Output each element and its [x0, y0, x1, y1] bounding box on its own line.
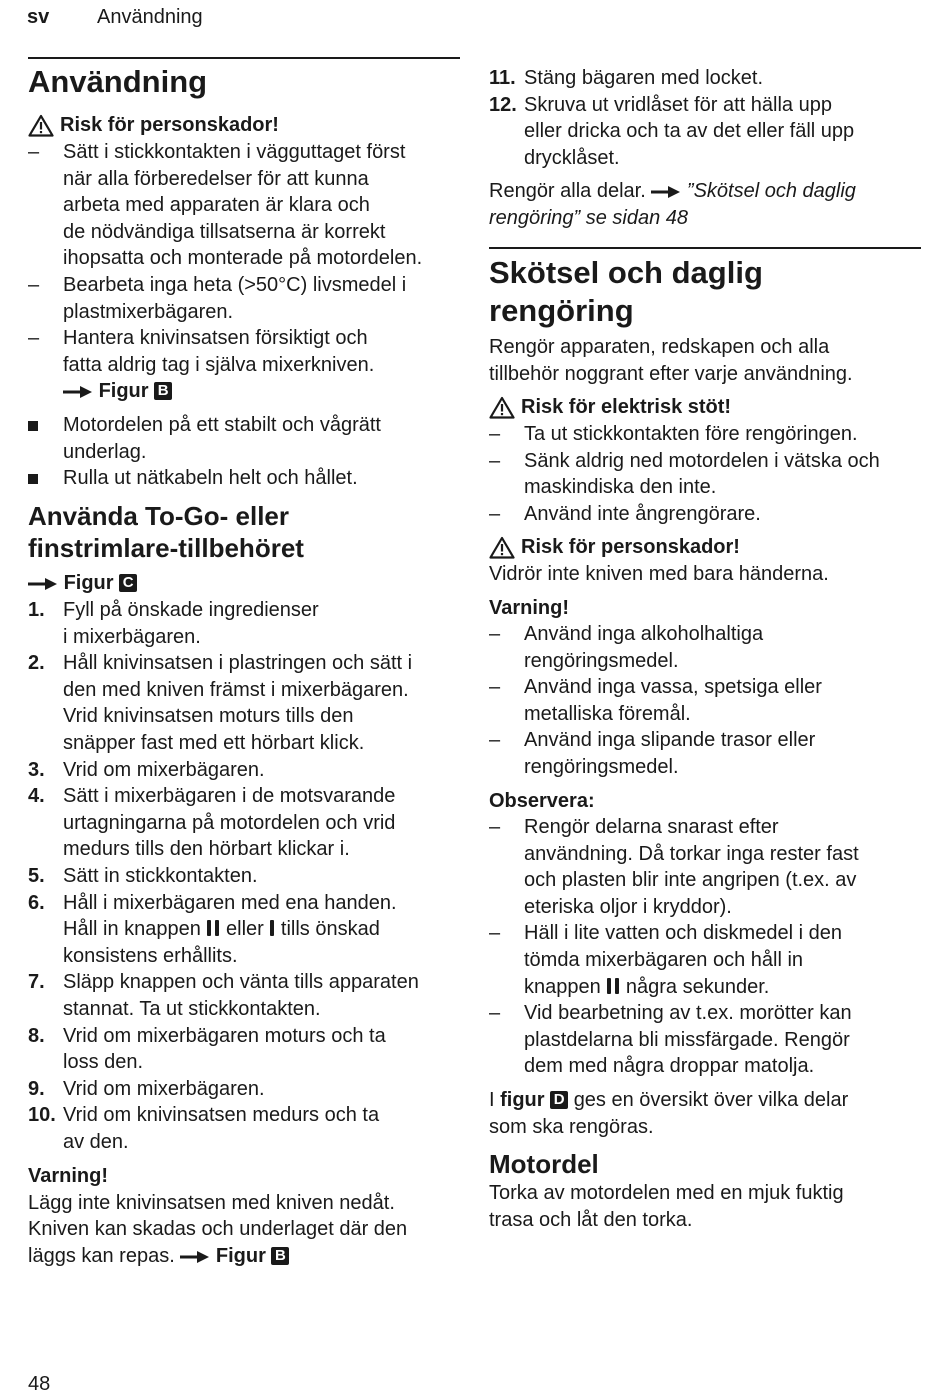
- text-line: av den.: [63, 1130, 129, 1153]
- step-item: [28, 1102, 460, 1155]
- step-number: 8.: [28, 1024, 45, 1047]
- text-line: Ta ut stickkontakten före rengöringen.: [524, 423, 858, 445]
- prep-list: [28, 412, 460, 492]
- figure-label: figur: [500, 1089, 545, 1111]
- text-line: arbeta med apparaten är klara och: [63, 194, 370, 217]
- text-line: rengöringsmedel.: [524, 755, 679, 778]
- varning-block: [28, 1163, 460, 1269]
- step-number: 11.: [489, 67, 516, 89]
- subsection-title: [28, 500, 304, 564]
- text-line: plastmixerbägaren.: [63, 300, 234, 323]
- step-item: [489, 92, 921, 172]
- step-number: 10.: [28, 1104, 56, 1127]
- dash-item: – Använd inga vassa, spetsiga eller metalliska föremål.: [489, 674, 921, 727]
- text-line: eller dricka och ta av det eller fäll upp: [524, 120, 855, 143]
- text-line: snäpper fast med ett hörbart klick.: [63, 731, 365, 754]
- step-item: [28, 969, 460, 1022]
- step-number: 12.: [489, 93, 517, 116]
- warning-triangle-icon: [489, 396, 515, 419]
- text-line: drycklåset.: [524, 146, 620, 169]
- step-item: [489, 65, 921, 92]
- text-line: maskindiska den inte.: [524, 476, 717, 499]
- speed-button-icon: [269, 919, 275, 937]
- steps-list: [28, 597, 460, 1155]
- text-line: dem med några droppar matolja.: [524, 1055, 815, 1078]
- text-line: trasa och låt den torka.: [489, 1208, 693, 1231]
- text-line: Bearbeta inga heta (>50°C) livsmedel i: [63, 273, 407, 296]
- title-line: rengöring: [489, 293, 634, 328]
- text-span: tills önskad: [280, 918, 380, 941]
- text-span: läggs kan repas.: [28, 1244, 175, 1267]
- electric-warning-title: [489, 394, 731, 421]
- steps-list-continued: [489, 65, 921, 171]
- step-item: [28, 863, 460, 890]
- text-line: de nödvändiga tillsatserna är korrekt: [63, 220, 386, 243]
- text-line: Använd inga vassa, spetsiga eller: [524, 676, 822, 699]
- figure-label: Figur: [215, 1244, 266, 1267]
- text-line: Håll i mixerbägaren med ena handen.: [63, 891, 397, 914]
- text-line: Vrid om knivinsatsen medurs och ta: [63, 1104, 380, 1127]
- text-line: Sätt i mixerbägaren i de motsvarande: [63, 785, 396, 808]
- text-line: Släpp knappen och vänta tills apparaten: [63, 971, 419, 994]
- dash-item: – Använd inga slipande trasor eller rengöringsmedel.: [489, 727, 921, 780]
- figure-reference: [28, 570, 137, 597]
- text-line: rengöringsmedel.: [524, 649, 679, 672]
- cross-reference-link[interactable]: ”Skötsel och daglig: [686, 180, 856, 202]
- intro-text: [489, 334, 921, 387]
- figure-label: Figur: [63, 572, 114, 594]
- text-line: Rengör delarna snarast efter: [524, 816, 779, 838]
- header-title: Användning: [97, 6, 203, 28]
- text-line: metalliska föremål.: [524, 702, 691, 725]
- arrow-right-icon: [63, 385, 93, 399]
- text-line: Motordelen på ett stabilt och vågrätt: [63, 414, 381, 436]
- text-line: Vidrör inte kniven med bara händerna.: [489, 563, 829, 585]
- figure-letter: C: [119, 574, 137, 592]
- step-number: 1.: [28, 599, 45, 621]
- figure-letter: B: [154, 382, 172, 400]
- text-line: Lägg inte knivinsatsen med kniven nedåt.: [28, 1191, 395, 1214]
- dash-item: – Rengör delarna snarast efter användning. Då torkar inga rester fast och plasten blir inte angripen (t.ex. av eteriska oljor i kryddor).: [489, 814, 921, 920]
- text-line: [524, 974, 921, 1001]
- dash-item: – Hantera knivinsatsen försiktigt och fatta aldrig tag i själva mixerkniven. Figur B: [28, 325, 460, 405]
- warning-triangle-icon: [28, 114, 54, 137]
- text-line: Vrid om mixerbägaren.: [63, 1077, 265, 1100]
- step-item: [28, 1076, 460, 1103]
- text-line: Torka av motordelen med en mjuk fuktig: [489, 1182, 844, 1204]
- text-span: ges en översikt över vilka delar: [573, 1089, 849, 1111]
- section-rule: [489, 247, 921, 249]
- step-item: [28, 597, 460, 650]
- dash-item: – Vid bearbetning av t.ex. morötter kan plastdelarna bli missfärgade. Rengör dem med några droppar matolja.: [489, 1000, 921, 1080]
- text-line: Vrid knivinsatsen moturs tills den: [63, 705, 354, 728]
- text-line: Sätt in stickkontakten.: [63, 864, 258, 887]
- step-item: [28, 650, 460, 756]
- text-line: Sänk aldrig ned motordelen i vätska och: [524, 449, 880, 472]
- figure-letter: B: [271, 1247, 289, 1265]
- dash-item: – Använd inte ångrengörare.: [489, 501, 921, 528]
- varning-list: [489, 621, 921, 781]
- text-line: medurs tills den hörbart klickar i.: [63, 838, 350, 861]
- step-item: [28, 890, 460, 970]
- text-line: plastdelarna bli missfärgade. Rengör: [524, 1028, 850, 1051]
- text-line: Sätt i stickkontakten i vägguttaget först: [63, 141, 406, 163]
- text-span: några sekunder.: [625, 975, 770, 998]
- step-number: 3.: [28, 758, 45, 781]
- step-number: 5.: [28, 864, 45, 887]
- text-line: användning. Då torkar inga rester fast: [524, 842, 859, 865]
- text-line: underlag.: [63, 440, 147, 463]
- text-line: Rulla ut nätkabeln helt och hållet.: [63, 467, 358, 490]
- step-number: 7.: [28, 971, 45, 994]
- dash-item: – Ta ut stickkontakten före rengöringen.: [489, 421, 921, 448]
- section-title: [489, 254, 763, 330]
- text-line: och plasten blir inte angripen (t.ex. av: [524, 869, 857, 892]
- figure-label: Figur: [98, 380, 149, 403]
- bullet-item: [28, 465, 460, 492]
- arrow-right-icon: [180, 1250, 210, 1264]
- dash-item: – Bearbeta inga heta (>50°C) livsmedel i plastmixerbägaren.: [28, 272, 460, 325]
- language-code: sv: [27, 6, 50, 28]
- text-line: Fyll på önskade ingredienser: [63, 599, 319, 621]
- text-line: stannat. Ta ut stickkontakten.: [63, 997, 321, 1020]
- text-line: den med kniven främst i mixerbägaren.: [63, 678, 409, 701]
- observera-title: Observera:: [489, 790, 595, 812]
- text-line: Skruva ut vridlåset för att hälla upp: [524, 93, 832, 116]
- varning-title: Varning!: [489, 597, 570, 619]
- figure-letter: D: [550, 1091, 568, 1109]
- text-line: eteriska oljor i kryddor).: [524, 895, 732, 918]
- arrow-right-icon: [28, 577, 58, 591]
- text-line: Rengör apparaten, redskapen och alla: [489, 336, 830, 358]
- risk-title-text: Risk för personskador!: [521, 536, 740, 558]
- text-line: som ska rengöras.: [489, 1115, 654, 1138]
- text-line: tillbehör noggrant efter varje användning.: [489, 362, 853, 385]
- cross-reference-link[interactable]: rengöring” se sidan 48: [489, 206, 689, 229]
- varning-title: Varning!: [28, 1165, 109, 1187]
- step-number: 2.: [28, 652, 45, 675]
- text-line: Häll i lite vatten och diskmedel i den: [524, 922, 842, 945]
- text-line: [489, 1087, 921, 1114]
- dash-item: – Använd inga alkoholhaltiga rengöringsmedel.: [489, 621, 921, 674]
- text-span: eller: [226, 918, 264, 941]
- step-item: [28, 783, 460, 863]
- text-line: [489, 178, 921, 205]
- risk-title-text: Risk för personskador!: [60, 114, 279, 136]
- personal-risk-title: [489, 534, 740, 561]
- observera-list: [489, 814, 921, 1080]
- dash-item: – Häll i lite vatten och diskmedel i den tömda mixerbägaren och håll in knappen några sekunder.: [489, 920, 921, 1000]
- step-number: 4.: [28, 785, 45, 808]
- square-bullet-icon: [28, 474, 38, 484]
- risk-list: [28, 139, 460, 405]
- text-line: urtagningarna på motordelen och vrid: [63, 811, 396, 834]
- text-line: Vrid om mixerbägaren.: [63, 758, 265, 781]
- subsection-title: Motordel: [489, 1149, 599, 1179]
- text-line: Vid bearbetning av t.ex. morötter kan: [524, 1002, 852, 1025]
- warning-triangle-icon: [489, 536, 515, 559]
- dash-item: – Sänk aldrig ned motordelen i vätska och maskindiska den inte.: [489, 448, 921, 501]
- text-line: konsistens erhållits.: [63, 944, 238, 967]
- bullet-item: [28, 412, 460, 465]
- text-line: Hantera knivinsatsen försiktigt och: [63, 327, 368, 350]
- text-span: Rengör alla delar.: [489, 180, 646, 202]
- text-line: Håll knivinsatsen i plastringen och sätt i: [63, 652, 413, 675]
- step-item: [28, 1023, 460, 1076]
- figure-d-paragraph: [489, 1087, 921, 1140]
- title-line: finstrimlare-tillbehöret: [28, 533, 304, 563]
- text-line: Kniven kan skadas och underlaget där den: [28, 1218, 408, 1241]
- text-line: Stäng bägaren med locket.: [524, 67, 764, 89]
- arrow-right-icon: [651, 185, 681, 199]
- section-title: Användning: [28, 64, 208, 99]
- title-line: Skötsel och daglig: [489, 255, 763, 290]
- text-line: i mixerbägaren.: [63, 625, 201, 648]
- clean-reference: [489, 178, 921, 231]
- text-line: fatta aldrig tag i själva mixerkniven.: [63, 353, 375, 376]
- step-number: 9.: [28, 1077, 45, 1100]
- step-number: 6.: [28, 891, 45, 914]
- text-line: loss den.: [63, 1051, 144, 1074]
- text-line: [63, 916, 460, 943]
- text-line: Använd inte ångrengörare.: [524, 502, 761, 525]
- step-item: [28, 757, 460, 784]
- text-span: Håll in knappen: [63, 918, 201, 941]
- risk-title-text: Risk för elektrisk stöt!: [521, 396, 732, 418]
- text-line: [28, 1243, 460, 1270]
- text-line: tömda mixerbägaren och håll in: [524, 948, 804, 971]
- text-span: I: [489, 1089, 495, 1111]
- pulse-button-icon: [606, 977, 620, 995]
- risk-warning-title: [28, 112, 279, 139]
- section-rule: [28, 57, 460, 59]
- text-line: när alla förberedelser för att kunna: [63, 167, 369, 190]
- electric-risk-list: [489, 421, 921, 527]
- square-bullet-icon: [28, 421, 38, 431]
- running-header: [27, 6, 203, 29]
- dash-item: – Sätt i stickkontakten i vägguttaget först när alla förberedelser för att kunna arbeta med apparaten är klara och de nödvändiga tillsatserna är korrekt ihopsatta och monterade på motordelen.: [28, 139, 460, 272]
- title-line: Använda To-Go- eller: [28, 501, 289, 531]
- text-line: Vrid om mixerbägaren moturs och ta: [63, 1024, 386, 1047]
- motor-text: [489, 1180, 921, 1233]
- text-line: Använd inga alkoholhaltiga: [524, 623, 764, 645]
- pulse-button-icon: [206, 919, 220, 937]
- page-number: 48: [28, 1373, 51, 1395]
- text-line: Använd inga slipande trasor eller: [524, 729, 816, 752]
- figure-reference: [63, 378, 460, 405]
- text-line: ihopsatta och monterade på motordelen.: [63, 247, 423, 270]
- text-span: knappen: [524, 975, 601, 998]
